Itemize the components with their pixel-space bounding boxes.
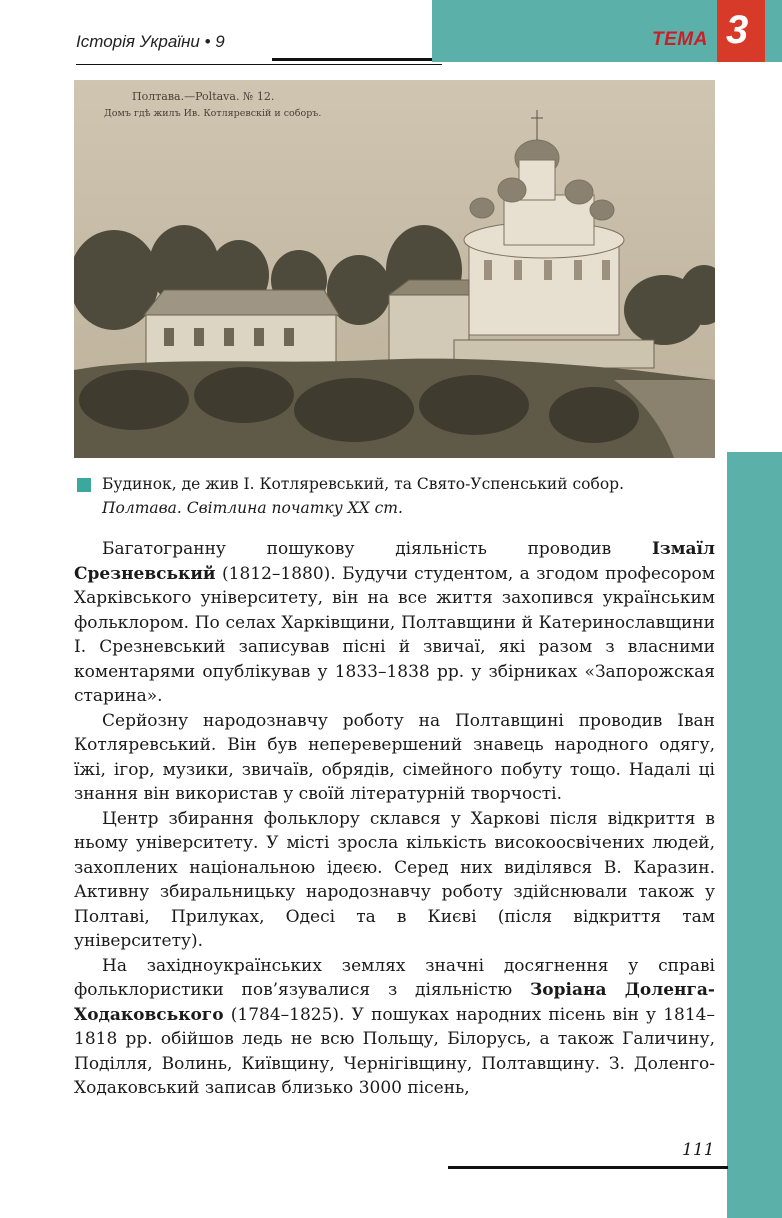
paragraph-2-text: Серйозну народознавчу роботу на Полтавщині проводив Іван Котляревський. Він був неперевершений знавець народного одягу, їжі, ігор, музики, звичаїв, обрядів, сімейного побуту тощо. Надалі ці знання він використав у своїй літературній творчості. xyxy=(74,710,715,804)
side-strip xyxy=(727,452,782,1142)
caption-marker xyxy=(77,478,91,492)
paragraph-3 xyxy=(74,807,715,954)
paragraph-1-bold: Ізмаїл Срезневський xyxy=(74,539,715,584)
paragraph-1-rest: (1812–1880). Будучи студентом, а згодом професором Харківського університету, він на все життя захопився українським фольклором. По селах Харківщини, Полтавщини й Катеринославщини І. Срезневський записував пісні й звичаї, які разом з власними коментарями опублікував у 1833–1838 рр. у збірниках «Запорожская старина». xyxy=(74,563,715,706)
postcard-caption-1: Полтава.—Poltava. № 12. xyxy=(132,90,275,103)
postcard-caption-2: Домъ гдѣ жилъ Ив. Котляревскій и соборъ. xyxy=(104,108,322,119)
page-number: 111 xyxy=(682,1140,715,1160)
photo-illustration xyxy=(74,80,715,458)
kotliarevsky-house xyxy=(144,280,469,365)
paragraph-4-text: На західноукраїнських землях значні досягнення у справі фольклористики пов’язувалися з діяльністю xyxy=(74,955,715,1000)
body-text xyxy=(74,537,715,1101)
header-rule-thin xyxy=(76,64,442,65)
topic-number: 3 xyxy=(726,8,749,52)
book-title: Історія України • 9 xyxy=(76,32,225,51)
header-rule xyxy=(272,58,442,61)
paragraph-4-rest: (1784–1825). У пошуках народних пісень він у 1814–1818 рр. обійшов ледь не всю Польщу, Білорусь, а також Галичину, Поділля, Волинь, Київщину, Чернігівщину, Полтавщину. З. Доленго-Ходаковський записав близько 3000 пісень, xyxy=(74,1004,715,1098)
paragraph-4-bold: Зоріана Доленга-Ходаковського xyxy=(74,980,715,1025)
photo-caption xyxy=(102,472,722,520)
side-strip-bottom xyxy=(727,1132,782,1218)
caption-line-2: Полтава. Світлина початку XX ст. xyxy=(102,499,403,517)
caption-line-1: Будинок, де жив І. Котляревський, та Свято-Успенський собор. xyxy=(102,475,625,493)
paragraph-1 xyxy=(74,537,715,709)
paragraph-3-text: Центр збирання фольклору склався у Харкові після відкриття в ньому університету. У місті зросла кількість високоосвічених людей, захоплених національною ідеєю. Серед них виділявся В. Каразин. Активну збиральницьку народознавчу роботу здійснювали також у Полтаві, Прилуках, Одесі та в Києві (після відкриття там університету). xyxy=(74,808,715,951)
historic-photo xyxy=(74,80,715,458)
paragraph-4 xyxy=(74,954,715,1101)
paragraph-1-text: Багатогранну пошукову діяльність проводив xyxy=(102,539,652,559)
footer-rule xyxy=(448,1166,728,1169)
topic-label: ТЕМА xyxy=(652,29,708,50)
paragraph-2 xyxy=(74,709,715,807)
